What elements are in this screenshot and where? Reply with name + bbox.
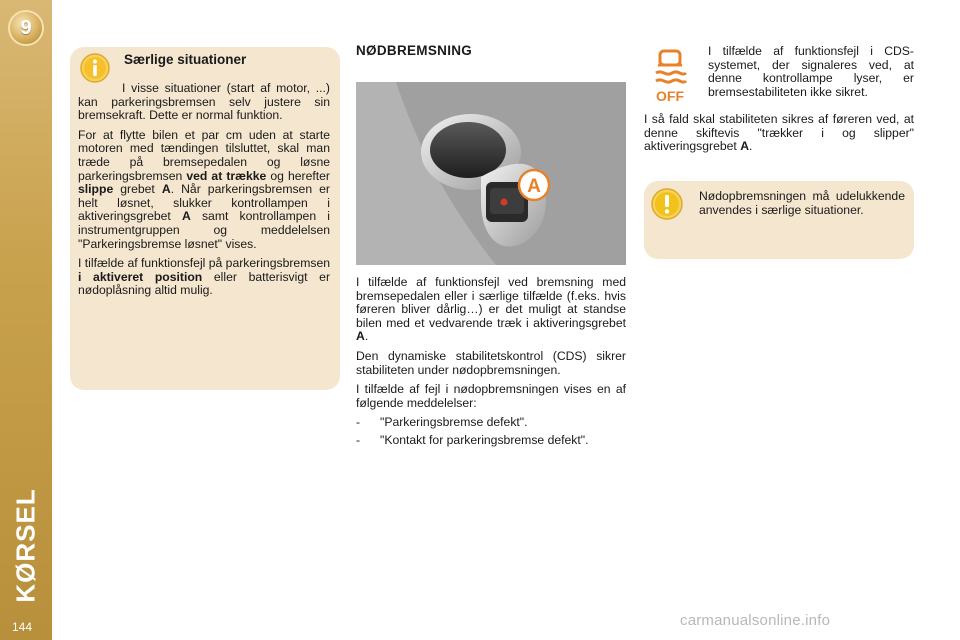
message-2: "Kontakt for parkeringsbremse defekt". xyxy=(380,432,589,447)
info-paragraph-2: For at flytte bilen et par cm uden at starte motoren med tændingen tilsluttet, skal man træde på bremsepedalen og løsne parkeringsbremsen ved at trække og herefter slippe grebet A. Når parkeringsbremsen er helt løsnet, slukker kontrollampen i aktiveringsgrebet A samt kontrollampen i instrumentgruppen og meddelelsen "Parkeringsbremse løsnet" vises. xyxy=(78,127,330,251)
emergency-paragraph-1: I tilfælde af funktionsfejl ved bremsning med bremsepedalen eller i særlige tilfælde (f.eks. hvis føreren bliver dårlig…) er det muligt at standse bilen med et vedvarende træk i aktiveringsgrebet A. xyxy=(356,275,626,344)
emergency-paragraph-2: Den dynamiske stabilitetskontrol (CDS) sikrer stabiliteten under nødopbremsningen. xyxy=(356,348,626,377)
warning-text: Nødopbremsningen må udelukkende anvendes i særlige situationer. xyxy=(699,189,905,217)
label-a: A xyxy=(527,176,541,197)
chapter-number-badge: 9 xyxy=(8,10,44,46)
emergency-paragraph-3: I tilfælde af fejl i nødopbremsningen vises en af følgende meddelelser: xyxy=(356,382,626,410)
info-icon xyxy=(80,53,110,83)
cds-off-warning-icon xyxy=(650,47,690,103)
info-heading: Særlige situationer xyxy=(124,52,247,67)
info-paragraph-1: I visse situationer (start af motor, ...) kan parkeringsbremsen selv justere sin bremsekraft. Dette er normal funktion. xyxy=(78,81,330,123)
cds-off-label: OFF xyxy=(656,88,684,103)
list-item: - "Kontakt for parkeringsbremse defekt". xyxy=(356,432,589,447)
chapter-band xyxy=(0,0,52,640)
cds-text-top xyxy=(708,45,914,105)
info-text xyxy=(78,82,330,304)
cds-text-bottom xyxy=(644,113,914,160)
parking-brake-photo xyxy=(356,82,626,265)
chapter-title-text: KØRSEL xyxy=(10,487,41,603)
cds-paragraph-1: I tilfælde af funktionsfejl i CDS-systemet, der signaleres ved, at denne kontrollampe lyser, er bremsestabiliteten ikke sikret. xyxy=(708,44,914,99)
emergency-heading: NØDBREMSNING xyxy=(356,43,473,58)
warning-icon xyxy=(651,188,683,220)
page-number: 144 xyxy=(12,620,33,634)
cds-paragraph-2: I så fald skal stabiliteten sikres af føreren ved, at denne skiftevis "trækker i og slipper" aktiveringsgrebet A. xyxy=(644,112,914,154)
emergency-text xyxy=(356,276,626,448)
message-1: "Parkeringsbremse defekt". xyxy=(380,415,528,430)
chapter-title xyxy=(4,487,48,603)
list-item: - "Parkeringsbremse defekt". xyxy=(356,415,528,430)
info-paragraph-3: I tilfælde af funktionsfejl på parkeringsbremsen i aktiveret position eller batterisvigt er nødoplåsning altid mulig. xyxy=(78,256,331,298)
watermark: carmanualsonline.info xyxy=(680,612,831,629)
console-illustration xyxy=(356,82,626,265)
